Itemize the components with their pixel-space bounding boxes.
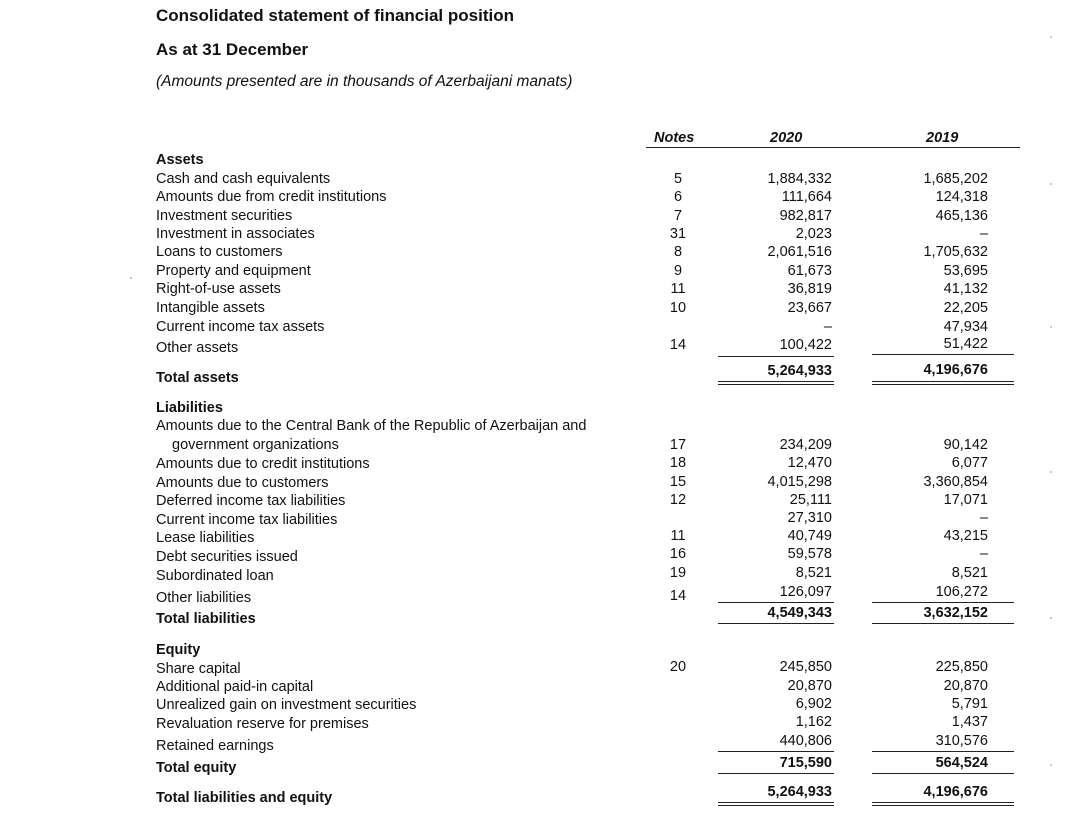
row-value-2020: 1,884,332 [767, 171, 832, 187]
row-note: 10 [669, 300, 687, 316]
row-value-2020: – [823, 319, 832, 335]
row-label: Deferred income tax liabilities [156, 493, 346, 509]
total-assets-2020: 5,264,933 [767, 363, 832, 379]
row-value-2020: 2,061,516 [767, 244, 832, 260]
total-rule [872, 773, 1014, 774]
total-rule [872, 623, 1014, 624]
row-value-2020: 100,422 [779, 337, 832, 353]
row-value-2019: 1,437 [951, 714, 988, 730]
row-label: Property and equipment [156, 263, 311, 279]
row-note: 16 [669, 546, 687, 562]
header-2020: 2020 [770, 130, 803, 146]
statement-title: Consolidated statement of financial position [156, 6, 514, 25]
row-value-2020: 4,015,298 [767, 474, 832, 490]
row-value-2019: 6,077 [951, 455, 988, 471]
row-label: Additional paid-in capital [156, 679, 314, 695]
row-note: 31 [669, 226, 687, 242]
row-label: Amounts due to customers [156, 475, 329, 491]
row-label: Current income tax assets [156, 319, 325, 335]
row-value-2020: 12,470 [787, 455, 832, 471]
scan-speck [1050, 183, 1052, 185]
row-value-2020: 1,162 [795, 714, 832, 730]
scan-speck [1050, 326, 1052, 328]
row-value-2019: 43,215 [943, 528, 988, 544]
row-value-2019: 8,521 [951, 565, 988, 581]
row-value-2020: 27,310 [787, 510, 832, 526]
row-note: 11 [670, 528, 686, 544]
row-label: Other liabilities [156, 590, 252, 606]
row-label-continued: government organizations [172, 437, 339, 453]
total-rule [718, 773, 834, 774]
scan-speck [1050, 471, 1052, 473]
row-label: Loans to customers [156, 244, 283, 260]
row-value-2019: 53,695 [943, 263, 988, 279]
header-rule [646, 147, 1020, 148]
row-label: Retained earnings [156, 738, 274, 754]
row-label: Investment securities [156, 208, 293, 224]
subtotal-rule [718, 751, 834, 752]
row-label: Right-of-use assets [156, 281, 281, 297]
row-value-2019: 1,685,202 [923, 171, 988, 187]
row-value-2020: 23,667 [787, 300, 832, 316]
row-note: 14 [669, 337, 687, 353]
total-liabilities-2019: 3,632,152 [923, 605, 988, 621]
row-label: Unrealized gain on investment securities [156, 697, 417, 713]
row-label: Other assets [156, 340, 239, 356]
row-value-2019: 310,576 [935, 733, 988, 749]
total-liabilities-equity-2019: 4,196,676 [923, 784, 988, 800]
row-value-2020: 2,023 [795, 226, 832, 242]
row-label: Amounts due to credit institutions [156, 456, 370, 472]
section-heading-assets: Assets [156, 152, 204, 168]
row-value-2019: 17,071 [943, 492, 988, 508]
total-equity-2019: 564,524 [935, 755, 988, 771]
row-value-2020: 59,578 [787, 546, 832, 562]
row-value-2019: 3,360,854 [923, 474, 988, 490]
subtotal-rule [718, 602, 834, 603]
header-2019: 2019 [926, 130, 959, 146]
row-label: Current income tax liabilities [156, 512, 338, 528]
row-value-2019: 124,318 [935, 189, 988, 205]
section-heading-liabilities: Liabilities [156, 400, 223, 416]
row-note: 19 [669, 565, 687, 581]
row-value-2019: – [979, 546, 988, 562]
row-value-2020: 234,209 [779, 437, 832, 453]
total-liabilities-equity-label: Total liabilities and equity [156, 790, 333, 806]
total-equity-2020: 715,590 [779, 755, 832, 771]
total-assets-label: Total assets [156, 370, 239, 386]
row-value-2019: 41,132 [943, 281, 988, 297]
total-double-rule [872, 802, 1014, 806]
scan-speck [130, 277, 132, 279]
row-note: 20 [669, 659, 687, 675]
row-value-2020: 982,817 [779, 208, 832, 224]
row-label: Subordinated loan [156, 568, 274, 584]
row-label: Debt securities issued [156, 549, 298, 565]
row-note: 12 [669, 492, 687, 508]
total-liabilities-label: Total liabilities [156, 611, 256, 627]
subtotal-rule [872, 354, 1014, 355]
row-note: 11 [670, 281, 686, 297]
row-note: 8 [673, 244, 683, 260]
row-value-2020: 36,819 [787, 281, 832, 297]
statement-date: As at 31 December [156, 40, 309, 59]
row-value-2020: 61,673 [787, 263, 832, 279]
row-label: Revaluation reserve for premises [156, 716, 369, 732]
row-note: 17 [669, 437, 687, 453]
row-value-2020: 8,521 [795, 565, 832, 581]
row-label: Intangible assets [156, 300, 265, 316]
row-label: Investment in associates [156, 226, 315, 242]
row-label: Lease liabilities [156, 530, 255, 546]
row-value-2019: – [979, 510, 988, 526]
row-value-2020: 40,749 [787, 528, 832, 544]
total-assets-2019: 4,196,676 [923, 362, 988, 378]
row-label: Cash and cash equivalents [156, 171, 331, 187]
row-note: 15 [669, 474, 687, 490]
row-value-2019: 465,136 [935, 208, 988, 224]
row-value-2019: – [979, 226, 988, 242]
row-value-2019: 22,205 [943, 300, 988, 316]
total-double-rule [872, 381, 1014, 385]
row-label: Share capital [156, 661, 241, 677]
subtotal-rule [872, 751, 1014, 752]
total-double-rule [718, 802, 834, 806]
header-notes: Notes [654, 130, 695, 146]
row-note: 5 [673, 171, 683, 187]
row-value-2020: 20,870 [787, 678, 832, 694]
total-double-rule [718, 381, 834, 385]
row-value-2020: 111,664 [781, 189, 832, 205]
row-value-2020: 245,850 [779, 659, 832, 675]
statement-subtitle: (Amounts presented are in thousands of Azerbaijani manats) [156, 73, 573, 90]
row-value-2020: 126,097 [779, 584, 832, 600]
scan-speck [1050, 36, 1052, 38]
row-label: Amounts due to the Central Bank of the Republic of Azerbaijan and [156, 418, 587, 434]
row-label: Amounts due from credit institutions [156, 189, 387, 205]
row-value-2019: 20,870 [943, 678, 988, 694]
row-note: 14 [669, 588, 687, 604]
section-heading-equity: Equity [156, 642, 201, 658]
row-note: 18 [669, 455, 687, 471]
row-value-2020: 6,902 [795, 696, 832, 712]
total-liabilities-2020: 4,549,343 [767, 605, 832, 621]
subtotal-rule [872, 602, 1014, 603]
total-equity-label: Total equity [156, 760, 237, 776]
row-value-2019: 90,142 [943, 437, 988, 453]
row-value-2020: 440,806 [779, 733, 832, 749]
row-value-2019: 225,850 [935, 659, 988, 675]
row-value-2019: 1,705,632 [923, 244, 988, 260]
total-liabilities-equity-2020: 5,264,933 [767, 784, 832, 800]
scan-speck [1050, 617, 1052, 619]
row-value-2020: 25,111 [789, 492, 832, 508]
row-note: 9 [673, 263, 683, 279]
row-note: 7 [673, 208, 683, 224]
row-value-2019: 106,272 [935, 584, 988, 600]
row-note: 6 [673, 189, 683, 205]
subtotal-rule [718, 356, 834, 357]
row-value-2019: 51,422 [943, 336, 988, 352]
row-value-2019: 47,934 [943, 319, 988, 335]
total-rule [718, 623, 834, 624]
row-value-2019: 5,791 [951, 696, 988, 712]
scan-speck [1050, 764, 1052, 766]
